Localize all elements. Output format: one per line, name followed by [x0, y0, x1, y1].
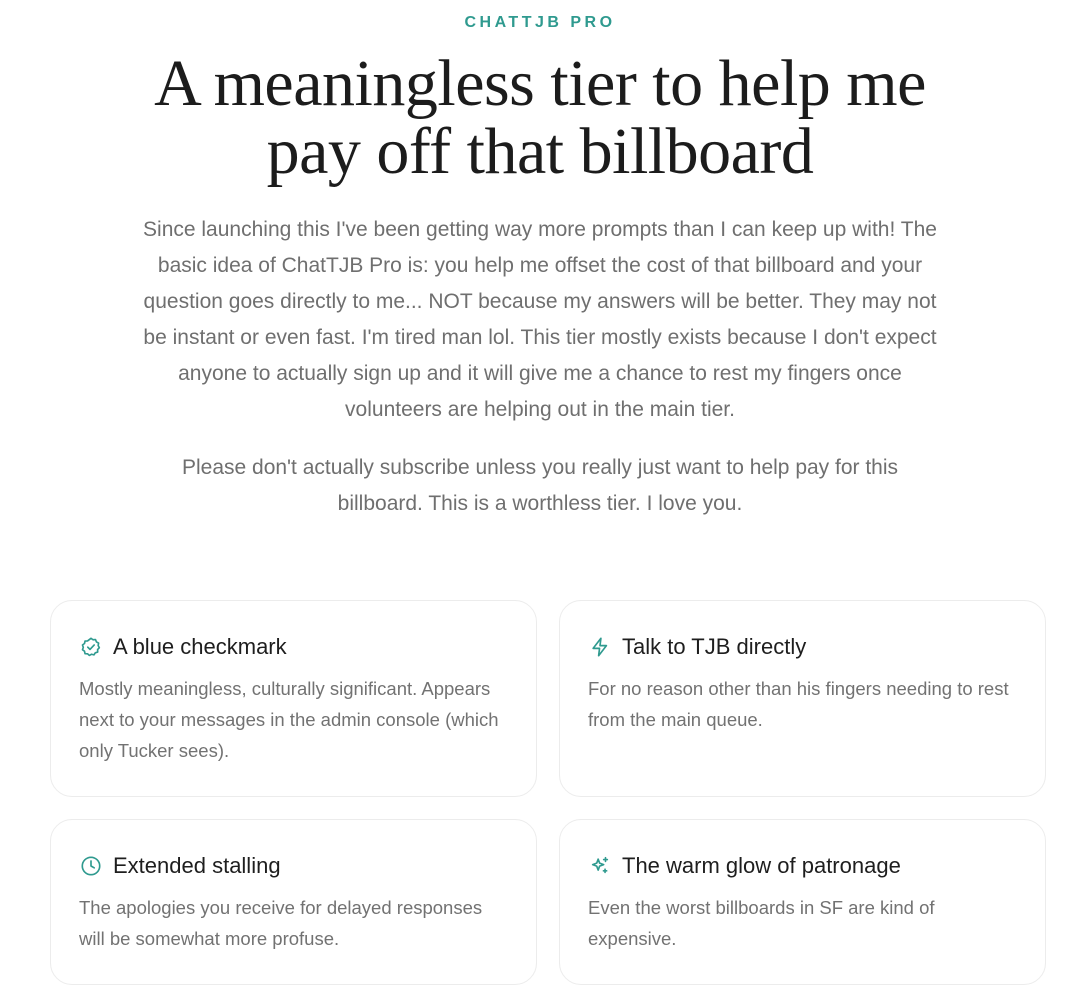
sparkles-icon: [588, 854, 612, 878]
feature-card-description: For no reason other than his fingers needing to rest from the main queue.: [588, 678, 1009, 730]
feature-card-extended-stalling: [50, 819, 537, 985]
lightning-icon: [588, 635, 612, 659]
page-title-line-2: pay off that billboard: [266, 115, 814, 188]
feature-card-header: [79, 631, 508, 663]
feature-card-talk-to-tjb: [559, 600, 1046, 797]
feature-card-title: A blue checkmark: [113, 634, 287, 659]
feature-card-blue-checkmark: [50, 600, 537, 797]
eyebrow-label: CHATTJB PRO: [464, 14, 616, 31]
feature-card-header: [588, 631, 1017, 663]
feature-card-title: Talk to TJB directly: [622, 634, 807, 659]
feature-card-description: The apologies you receive for delayed responses will be somewhat more profuse.: [79, 897, 483, 949]
feature-card-header: [588, 850, 1017, 882]
clock-icon: [79, 854, 103, 878]
intro-paragraph-2: Please don't actually subscribe unless you really just want to help pay for this billboard. This is a worthless tier. I love you.: [181, 456, 899, 515]
feature-card-title: The warm glow of patronage: [622, 853, 901, 878]
intro-paragraph-1: Since launching this I've been getting way more prompts than I can keep up with! The basic idea of ChatTJB Pro is: you help me offset the cost of that billboard and your question goes directly to me... NOT because my answers will be better. They may not be instant or even fast. I'm tired man lol. This tier mostly exists because I don't expect anyone to actually sign up and it will give me a chance to rest my fingers once volunteers are helping out in the main tier.: [143, 218, 937, 421]
feature-card-warm-glow: [559, 819, 1046, 985]
feature-card-description: Mostly meaningless, culturally significant. Appears next to your messages in the admin console (which only Tucker sees).: [79, 678, 499, 761]
feature-card-description: Even the worst billboards in SF are kind of expensive.: [588, 897, 935, 949]
feature-card-title: Extended stalling: [113, 853, 281, 878]
page-title-line-1: A meaningless tier to help me: [154, 47, 926, 120]
page-title: [90, 47, 990, 188]
badge-check-icon: [79, 635, 103, 659]
feature-card-header: [79, 850, 508, 882]
